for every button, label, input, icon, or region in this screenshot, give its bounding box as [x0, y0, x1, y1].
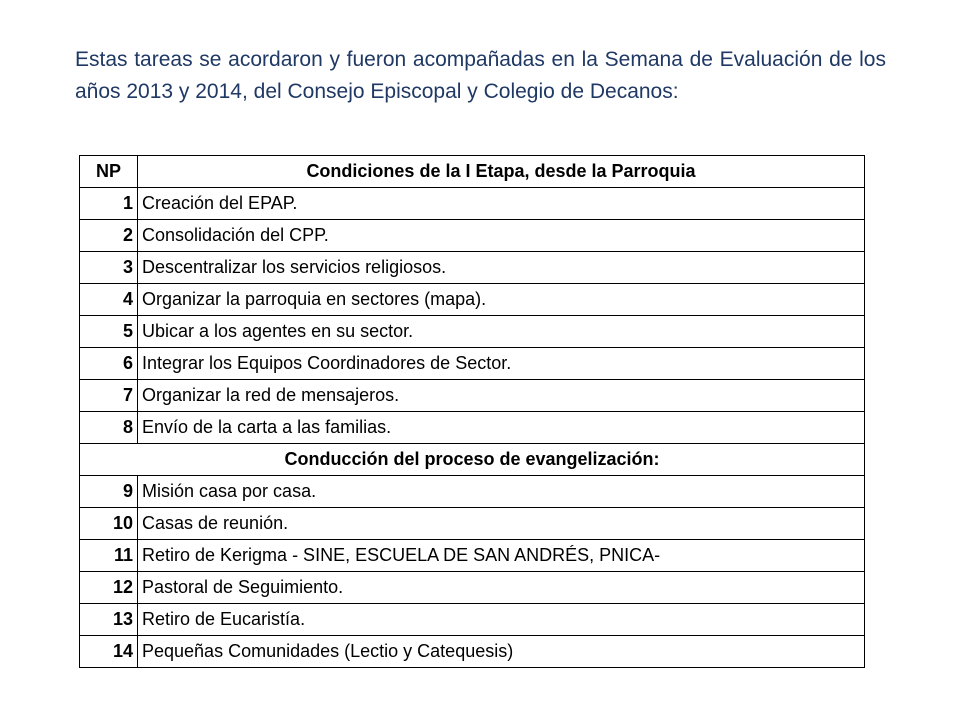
row-number: 12 [80, 572, 138, 604]
row-number: 1 [80, 188, 138, 220]
np-column-header: NP [80, 156, 138, 188]
section-header-row [80, 444, 865, 476]
row-number: 3 [80, 252, 138, 284]
row-task: Casas de reunión. [138, 508, 865, 540]
row-number: 7 [80, 380, 138, 412]
table-row [80, 220, 865, 252]
row-task: Pequeñas Comunidades (Lectio y Catequesis) [138, 636, 865, 668]
row-number: 4 [80, 284, 138, 316]
conditions-column-header: Condiciones de la I Etapa, desde la Parroquia [138, 156, 865, 188]
row-number: 13 [80, 604, 138, 636]
row-task: Misión casa por casa. [138, 476, 865, 508]
row-task: Retiro de Kerigma - SINE, ESCUELA DE SAN ANDRÉS, PNICA- [138, 540, 865, 572]
row-number: 8 [80, 412, 138, 444]
table-row [80, 252, 865, 284]
table-row [80, 508, 865, 540]
section-title: Conducción del proceso de evangelización: [80, 444, 865, 476]
table-row [80, 412, 865, 444]
table-row [80, 348, 865, 380]
row-task: Envío de la carta a las familias. [138, 412, 865, 444]
row-task: Integrar los Equipos Coordinadores de Sector. [138, 348, 865, 380]
table-row [80, 572, 865, 604]
row-task: Descentralizar los servicios religiosos. [138, 252, 865, 284]
table-row [80, 476, 865, 508]
tasks-table [79, 155, 865, 668]
row-task: Creación del EPAP. [138, 188, 865, 220]
row-task: Organizar la red de mensajeros. [138, 380, 865, 412]
table-header-row [80, 156, 865, 188]
row-task: Retiro de Eucaristía. [138, 604, 865, 636]
table-row [80, 540, 865, 572]
row-number: 11 [80, 540, 138, 572]
row-number: 14 [80, 636, 138, 668]
table-row [80, 316, 865, 348]
row-number: 10 [80, 508, 138, 540]
table-row [80, 188, 865, 220]
table-row [80, 604, 865, 636]
row-task: Pastoral de Seguimiento. [138, 572, 865, 604]
row-number: 2 [80, 220, 138, 252]
row-number: 6 [80, 348, 138, 380]
row-task: Organizar la parroquia en sectores (mapa). [138, 284, 865, 316]
row-task: Consolidación del CPP. [138, 220, 865, 252]
row-number: 9 [80, 476, 138, 508]
row-task: Ubicar a los agentes en su sector. [138, 316, 865, 348]
table-row [80, 636, 865, 668]
row-number: 5 [80, 316, 138, 348]
table-row [80, 284, 865, 316]
table-row [80, 380, 865, 412]
intro-paragraph: Estas tareas se acordaron y fueron acompañadas en la Semana de Evaluación de los años 2013 y 2014, del Consejo Episcopal y Colegio de Decanos: [75, 48, 886, 103]
